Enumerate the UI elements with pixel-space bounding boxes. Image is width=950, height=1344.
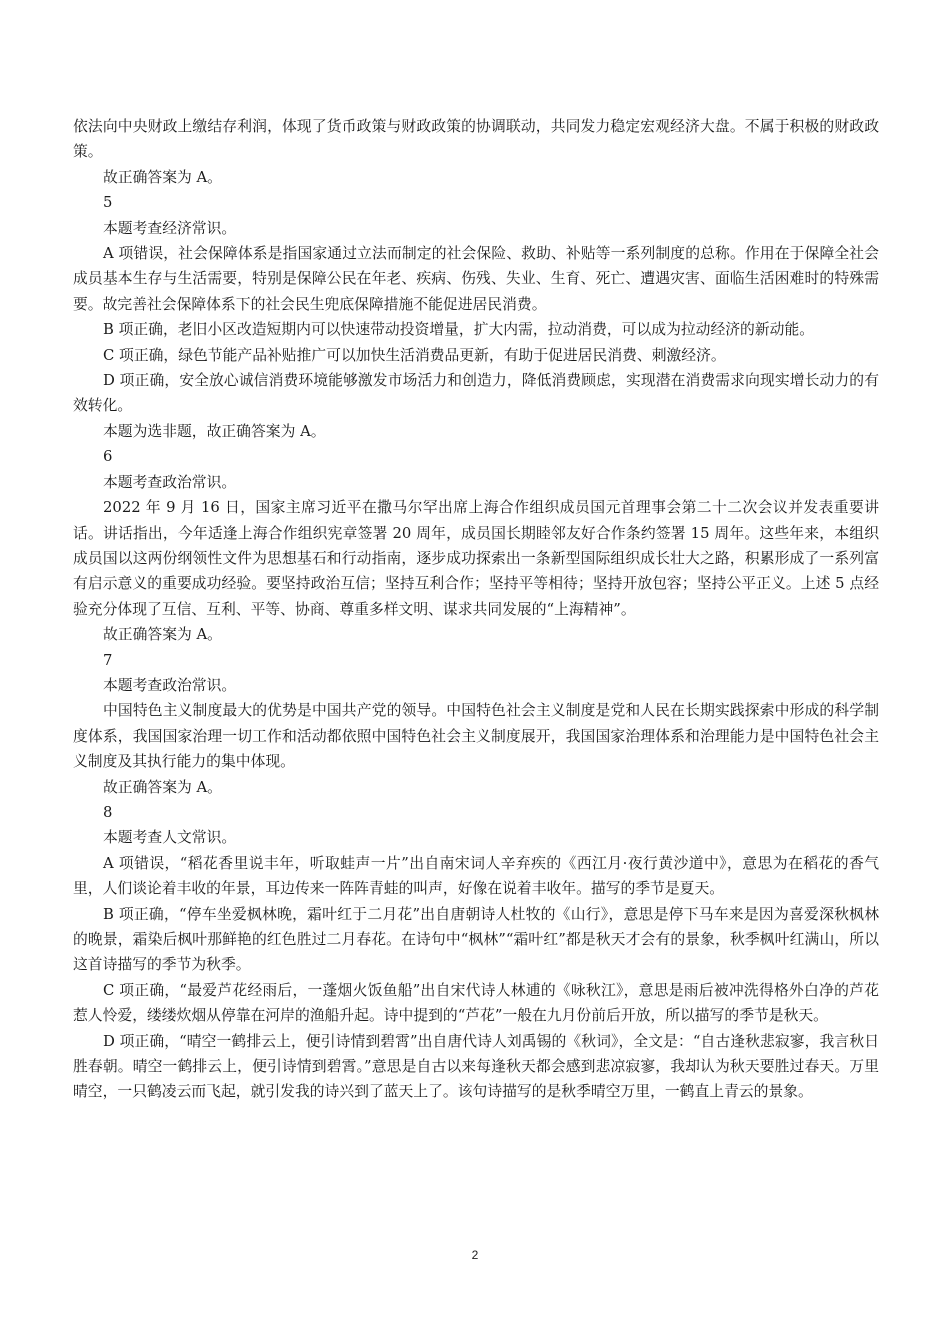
paragraph: B 项正确，“停车坐爱枫林晚，霜叶红于二月花”出自唐朝诗人杜牧的《山行》，意思是停下马车来是因为喜爱深秋枫林的晚景，霜染后枫叶那鲜艳的红色胜过二月春花。在诗句中“枫林”“霜叶红”都是秋天才会有的景象，秋季枫叶红满山，所以这首诗描写的季节为秋季。 xyxy=(73,905,879,974)
paragraph: 6 xyxy=(103,448,113,466)
paragraph: C 项正确，“最爱芦花经雨后，一蓬烟火饭鱼船”出自宋代诗人林逋的《咏秋江》，意思是雨后被冲洗得格外白净的芦花惹人怜爱，缕缕炊烟从停靠在河岸的渔船升起。诗中提到的“芦花”一般在九月份前后开放，所以描写的季节是秋天。 xyxy=(73,981,879,1025)
paragraph: 故正确答案为 A。 xyxy=(103,168,222,186)
document-body xyxy=(73,114,879,1105)
paragraph: D 项正确，“晴空一鹤排云上，便引诗情到碧霄”出自唐代诗人刘禹锡的《秋词》，全文是：“自古逢秋悲寂寥，我言秋日胜春朝。晴空一鹤排云上，便引诗情到碧霄。”意思是自古以来每逢秋天都会感到悲凉寂寥，我却认为秋天要胜过春天。万里晴空，一只鹤凌云而飞起，就引发我的诗兴到了蓝天上了。该句诗描写的是秋季晴空万里，一鹤直上青云的景象。 xyxy=(73,1032,879,1101)
paragraph: A 项错误，“稻花香里说丰年，听取蛙声一片”出自南宋词人辛弃疾的《西江月·夜行黄沙道中》，意思为在稻花的香气里，人们谈论着丰收的年景，耳边传来一阵阵青蛙的叫声，好像在说着丰收年。描写的季节是夏天。 xyxy=(73,854,879,898)
paragraph: 本题为选非题，故正确答案为 A。 xyxy=(103,422,326,440)
paragraph: 故正确答案为 A。 xyxy=(103,778,222,796)
paragraph: 本题考查人文常识。 xyxy=(103,829,237,847)
paragraph: 本题考查经济常识。 xyxy=(103,219,237,237)
paragraph: 本题考查政治常识。 xyxy=(103,676,237,694)
paragraph: 中国特色主义制度最大的优势是中国共产党的领导。中国特色社会主义制度是党和人民在长期实践探索中形成的科学制度体系，我国国家治理一切工作和活动都依照中国特色社会主义制度展开，我国国家治理体系和治理能力是中国特色社会主义制度及其执行能力的集中体现。 xyxy=(73,702,879,771)
page-number: 2 xyxy=(471,1248,479,1262)
paragraph: 7 xyxy=(103,651,113,669)
paragraph: D 项正确，安全放心诚信消费环境能够激发市场活力和创造力，降低消费顾虑，实现潜在消费需求向现实增长动力的有效转化。 xyxy=(73,372,879,415)
paragraph: 故正确答案为 A。 xyxy=(103,626,222,644)
paragraph: A 项错误，社会保障体系是指国家通过立法而制定的社会保险、救助、补贴等一系列制度的总称。作用在于保障全社会成员基本生存与生活需要，特别是保障公民在年老、疾病、伤残、失业、生育、死亡、遭遇灾害、面临生活困难时的特殊需要。故完善社会保障体系下的社会民生兜底保障措施不能促进居民消费。 xyxy=(73,245,879,313)
paragraph: 8 xyxy=(103,803,113,821)
paragraph: B 项正确，老旧小区改造短期内可以快速带动投资增量，扩大内需，拉动消费，可以成为拉动经济的新动能。 xyxy=(103,321,815,339)
paragraph: 5 xyxy=(103,194,113,212)
paragraph: 本题考查政治常识。 xyxy=(103,473,237,491)
paragraph: C 项正确，绿色节能产品补贴推广可以加快生活消费品更新，有助于促进居民消费、刺激经济。 xyxy=(103,346,726,364)
paragraph: 依法向中央财政上缴结存利润，体现了货币政策与财政政策的协调联动，共同发力稳定宏观经济大盘。不属于积极的财政政策。 xyxy=(73,118,879,161)
paragraph: 2022 年 9 月 16 日，国家主席习近平在撒马尔罕出席上海合作组织成员国元首理事会第二十二次会议并发表重要讲话。讲话指出，今年适逢上海合作组织宪章签署 20 周年，成员国长期睦邻友好合作条约签署 15 周年。这些年来，本组织成员国以这两份纲领性文件为思想基石和行动指南，逐步成功探索出一条新型国际组织成长壮大之路，积累形成了一系列富有启示意义的重要成功经验。要坚持政治互信；坚持互利合作；坚持平等相待；坚持开放包容；坚持公平正义。上述 5 点经验充分体现了互信、互利、平等、协商、尊重多样文明、谋求共同发展的“上海精神”。 xyxy=(73,499,879,618)
